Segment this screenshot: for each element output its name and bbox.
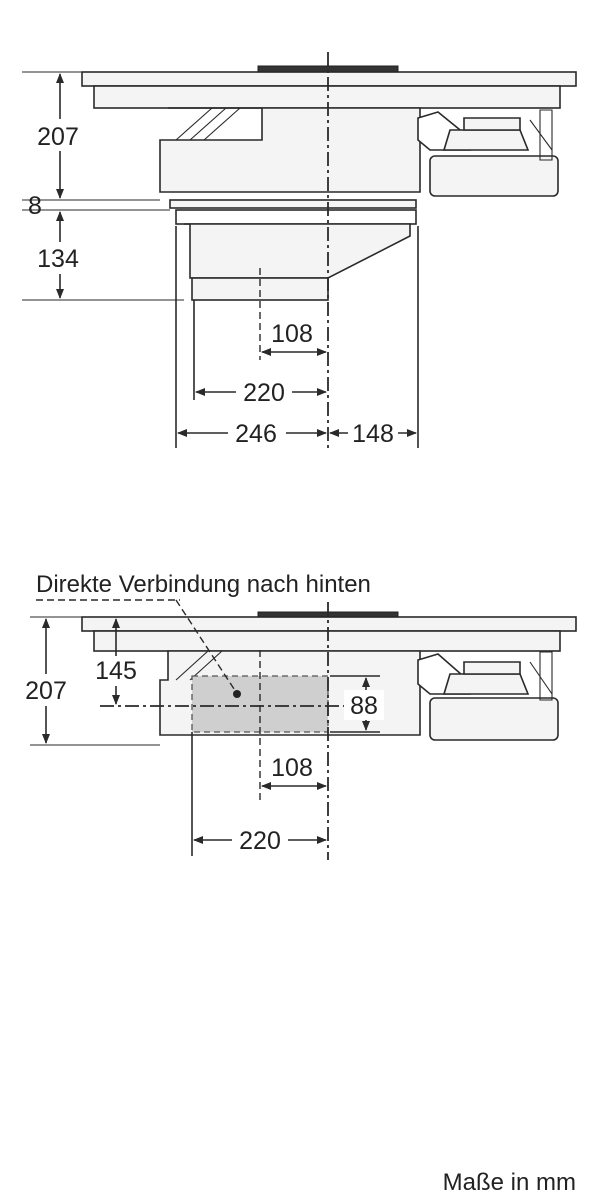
outlet-marker <box>233 690 241 698</box>
hob-glass-plate <box>82 72 576 86</box>
duct-body <box>184 224 410 278</box>
dim-220-top: 220 <box>243 379 285 407</box>
adapter-ring <box>176 210 416 224</box>
dim-88: 88 <box>350 692 378 720</box>
dim-8: 8 <box>28 192 42 220</box>
dim-108-bottom: 108 <box>271 754 313 782</box>
hob-body <box>94 86 560 108</box>
dim-145: 145 <box>95 657 137 685</box>
bottom-view <box>20 571 576 860</box>
fan-housing <box>160 108 420 192</box>
fan-blades <box>176 108 240 140</box>
dim-207-bottom: 207 <box>25 677 67 705</box>
motor-module <box>418 110 558 196</box>
caption-direct-connection: Direkte Verbindung nach hinten <box>36 571 371 598</box>
top-view <box>22 52 576 450</box>
dim-148: 148 <box>352 420 394 448</box>
hob-body-2 <box>94 631 560 651</box>
mounting-flange <box>170 200 416 208</box>
hob-glass-plate-2 <box>82 617 576 631</box>
motor-module-2 <box>418 652 558 740</box>
units-note: Maße in mm <box>442 1169 576 1196</box>
dim-207-top: 207 <box>37 123 79 151</box>
dim-246: 246 <box>235 420 277 448</box>
dim-220-bottom: 220 <box>239 827 281 855</box>
dim-108-top: 108 <box>271 320 313 348</box>
dim-134: 134 <box>37 245 79 273</box>
